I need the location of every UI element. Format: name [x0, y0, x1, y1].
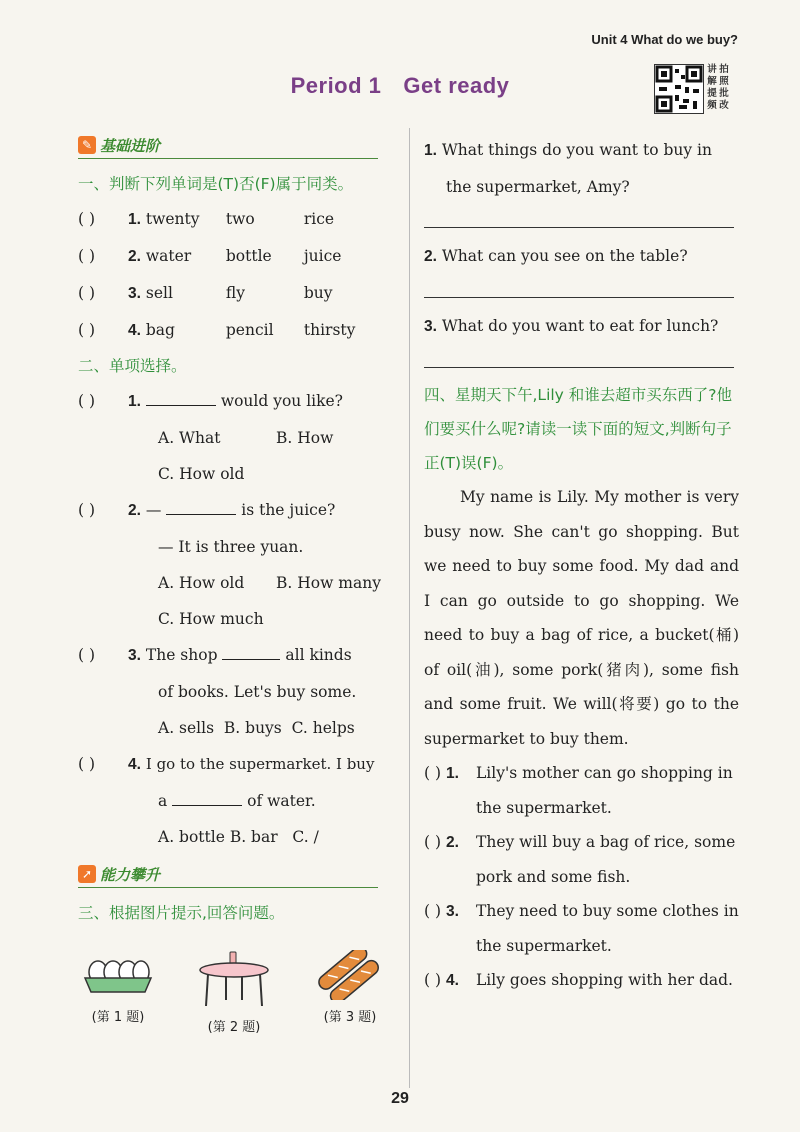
table-with-bottle-icon — [194, 950, 274, 1010]
pencil-icon: ✎ — [78, 136, 96, 154]
unit-header: Unit 4 What do we buy? — [591, 32, 738, 47]
part3-question-1: 1. What things do you want to buy in — [424, 141, 712, 159]
part1-item: ( ) 2. water bottle juice — [78, 247, 342, 265]
answer-line[interactable] — [424, 205, 734, 228]
part3-question-3: 3. What do you want to eat for lunch? — [424, 317, 719, 335]
answer-blank[interactable] — [172, 791, 242, 806]
part2-continuation: of books. Let's buy some. — [158, 683, 357, 701]
part1-item: ( ) 1. twenty two rice — [78, 210, 335, 228]
qr-caption: 讲 拍 解 照 提 批 频 改 — [707, 64, 729, 111]
picture-hints — [78, 950, 398, 1035]
part4-item: ( ) 2. They will buy a bag of rice, some pork and some fish. — [424, 833, 736, 886]
part2-question-3: ( ) 3. The shop all kinds — [78, 646, 352, 664]
rocket-icon: ➚ — [78, 865, 96, 883]
section-tag-advance: ➚ 能力攀升 — [78, 861, 378, 888]
reading-passage: My name is Lily. My mother is very busy now. She can't go shopping. But we need to buy some food. My dad and I can go outside to go shopping. We need to buy a bag of rice, a bucket(桶) of oil(油), some pork(猪肉), some fish and some fruit. We will(将要) go to the supermarket to buy them. — [424, 488, 739, 748]
picture-hint-2: (第 2 题) — [194, 950, 274, 1035]
part2-options[interactable]: A. sells B. buys C. helps — [158, 719, 355, 737]
part2-options: A. How old B. How many — [158, 574, 381, 592]
part2-question-2: ( ) 2. — is the juice? — [78, 501, 336, 519]
part1-item: ( ) 4. bag pencil thirsty — [78, 321, 356, 339]
part2-heading: 二、单项选择。 — [78, 357, 187, 375]
section-tag-basic: ✎ 基础进阶 — [78, 132, 378, 159]
answer-line[interactable] — [424, 275, 734, 298]
eggs-icon — [83, 950, 153, 1000]
picture-hint-1: (第 1 题) — [78, 950, 158, 1035]
part2-options[interactable]: A. bottle B. bar C. / — [158, 828, 319, 846]
part2-options: C. How much — [158, 610, 264, 628]
bread-icon — [315, 950, 385, 1000]
part2-options: C. How old — [158, 465, 245, 483]
part2-question-4: ( ) 4. I go to the supermarket. I buy — [78, 755, 375, 773]
right-column — [424, 132, 739, 999]
answer-blank[interactable] — [166, 500, 236, 515]
part4-item: ( ) 4. Lily goes shopping with her dad. — [424, 971, 733, 989]
part3-question-2: 2. What can you see on the table? — [424, 247, 688, 265]
qr-code-icon — [654, 64, 704, 114]
part4-item: ( ) 1. Lily's mother can go shopping in the supermarket. — [424, 764, 733, 817]
part3-heading: 三、根据图片提示,回答问题。 — [78, 904, 285, 922]
period-label: Period 1 — [290, 73, 382, 98]
part2-options: A. What B. How — [158, 429, 334, 447]
part3-question-1-cont: the supermarket, Amy? — [446, 178, 630, 196]
picture-hint-3: (第 3 题) — [310, 950, 390, 1035]
period-name: Get ready — [403, 73, 510, 98]
part2-continuation: a of water. — [158, 792, 316, 810]
answer-line[interactable] — [424, 345, 734, 368]
page-number: 29 — [391, 1090, 409, 1107]
part2-reply: — It is three yuan. — [158, 538, 304, 556]
part1-heading: 一、判断下列单词是(T)否(F)属于同类。 — [78, 175, 354, 193]
part4-item: ( ) 3. They need to buy some clothes in the supermarket. — [424, 902, 739, 955]
left-column — [78, 132, 398, 1035]
part1-item: ( ) 3. sell fly buy — [78, 284, 333, 302]
part4-heading: 四、星期天下午,Lily 和谁去超市买东西了?他们要买什么呢?请读一读下面的短文,判断句子正(T)误(F)。 — [424, 386, 733, 472]
part2-question-1: ( ) 1. would you like? — [78, 392, 343, 410]
answer-blank[interactable] — [222, 645, 280, 660]
column-divider — [409, 128, 410, 1088]
answer-blank[interactable] — [146, 391, 216, 406]
